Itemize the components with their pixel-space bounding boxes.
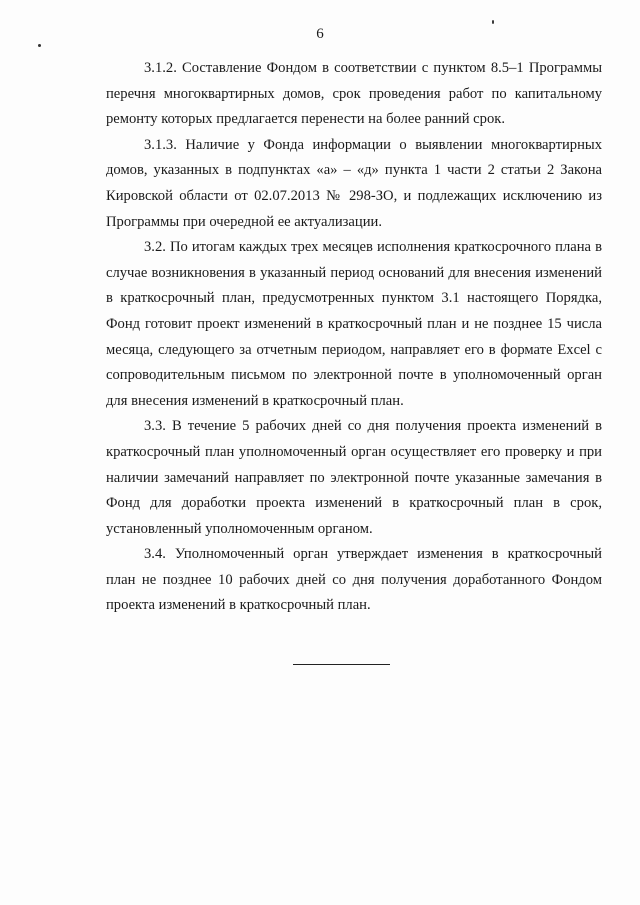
paragraph-3-1-2: 3.1.2. Составление Фондом в соответствии с пунктом 8.5–1 Программы перечня многоквартирных домов, срок проведения работ по капитальному ремонту которых предлагается перенести на более ранний срок. [106, 60, 602, 128]
paragraph-3-1-3: 3.1.3. Наличие у Фонда информации о выявлении многоквартирных домов, указанных в подпунктах «а» – «д» пункта 1 части 2 статьи 2 Закона Кировской области от 02.07.2013 № 298-ЗО, и подлежащих исключению из Программы при очередной ее актуализации. [106, 136, 602, 230]
scan-speck [38, 44, 41, 47]
document-body [106, 56, 602, 619]
paragraph-3-4: 3.4. Уполномоченный орган утверждает изменения в краткосрочный план не позднее 10 рабочих дней со дня получения доработанного Фондом проекта изменений в краткосрочный план. [106, 546, 602, 614]
end-of-document-rule [293, 664, 390, 665]
scan-speck [492, 20, 494, 24]
paragraph-3-2: 3.2. По итогам каждых трех месяцев исполнения краткосрочного плана в случае возникновения в указанный период оснований для внесения изменений в краткосрочный план, предусмотренных пунктом 3.1 настоящего Порядка, Фонд готовит проект изменений в краткосрочный план и не позднее 15 числа месяца, следующего за отчетным периодом, направляет его в формате Excel с сопроводительным письмом по электронной почте в уполномоченный орган для внесения изменений в краткосрочный план. [106, 239, 602, 409]
paragraph-3-3: 3.3. В течение 5 рабочих дней со дня получения проекта изменений в краткосрочный план уполномоченный орган осуществляет его проверку и при наличии замечаний направляет по электронной почте указанные замечания в Фонд для доработки проекта изменений в краткосрочный план в срок, установленный уполномоченным органом. [106, 418, 602, 537]
page-number: 6 [316, 26, 324, 42]
